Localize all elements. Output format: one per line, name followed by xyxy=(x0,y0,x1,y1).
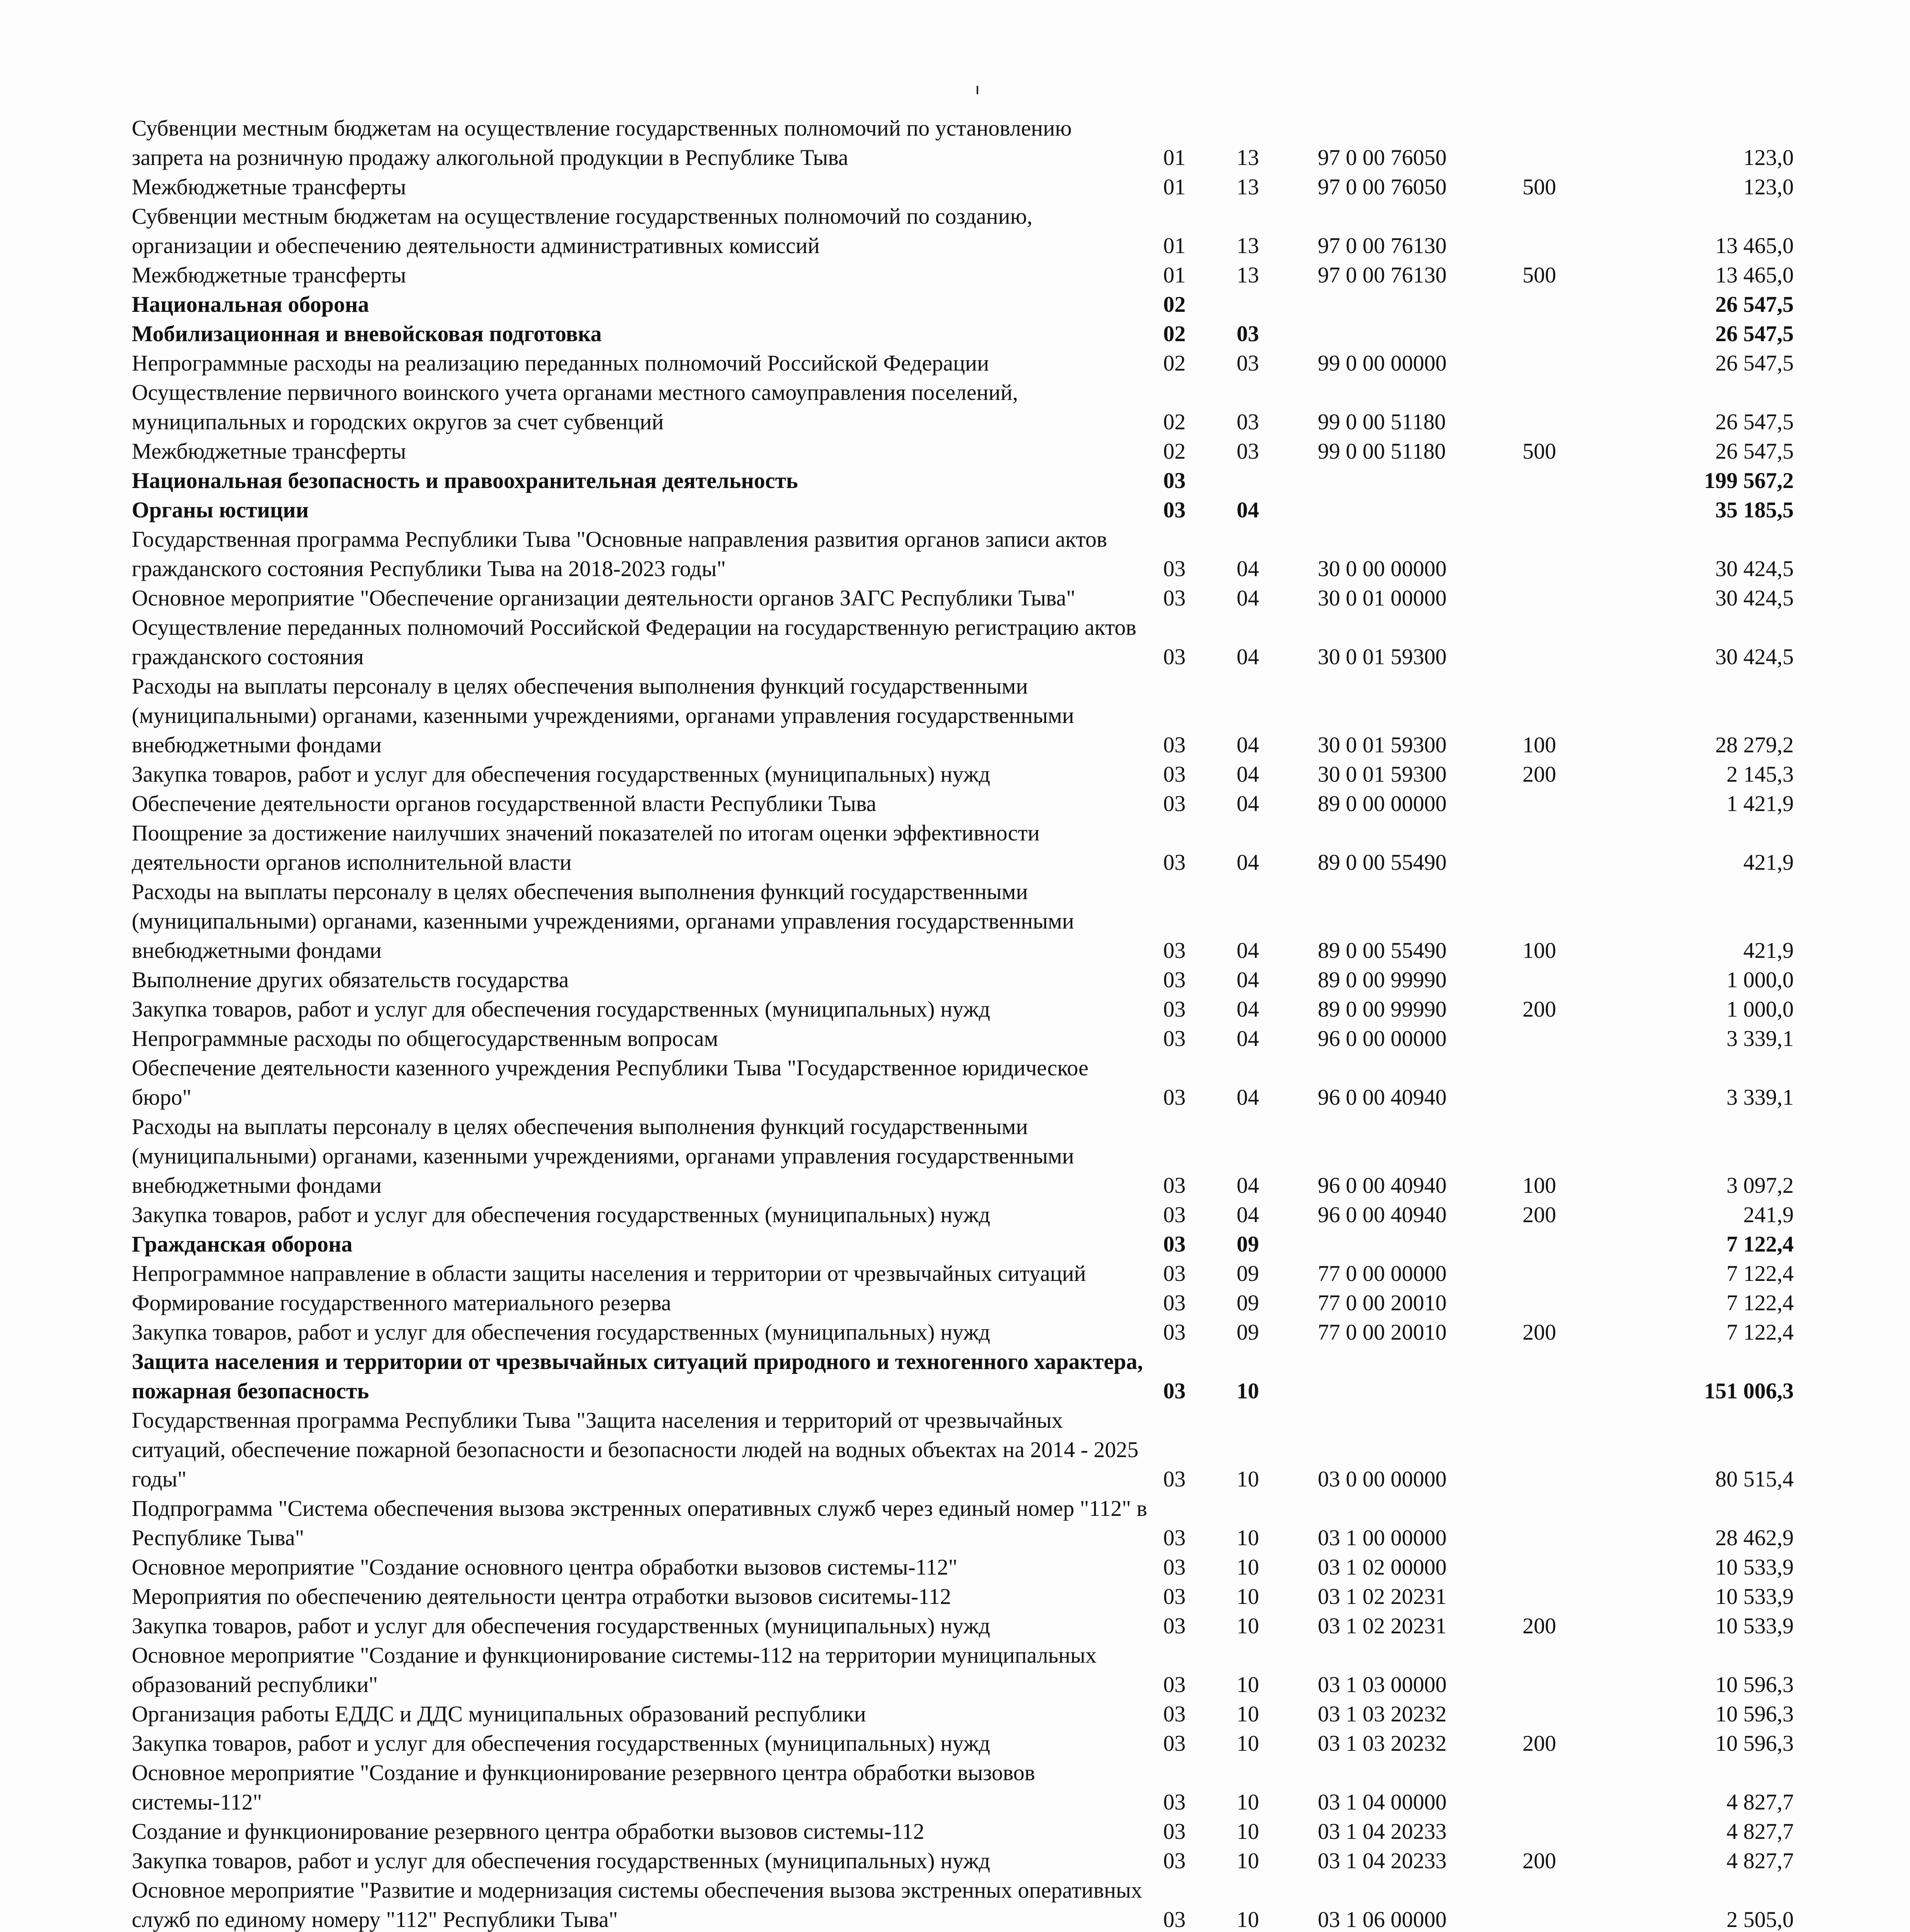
row-name: Основное мероприятие "Создание и функционирование резервного центра обработки вызовов системы-112" xyxy=(132,1760,1035,1815)
row-section-code: 01 xyxy=(1163,174,1186,199)
row-amount: 13 465,0 xyxy=(1715,262,1794,287)
row-target-article-code: 30 0 01 00000 xyxy=(1318,585,1447,611)
row-amount: 4 827,7 xyxy=(1726,1819,1794,1844)
row-name: Непрограммные расходы на реализацию переданных полномочий Российской Федерации xyxy=(132,350,989,376)
table-row xyxy=(132,1318,1794,1347)
row-amount: 30 424,5 xyxy=(1715,556,1794,581)
row-target-article-code: 96 0 00 40940 xyxy=(1318,1085,1447,1110)
row-section-code: 03 xyxy=(1163,1701,1186,1726)
row-subsection-code: 04 xyxy=(1237,938,1259,963)
table-row xyxy=(132,760,1794,789)
row-name: Осуществление переданных полномочий Российской Федерации на государственную регистрацию актов гражданского состояния xyxy=(132,615,1137,669)
row-target-article-code: 03 1 03 00000 xyxy=(1318,1672,1447,1697)
row-name: Закупка товаров, работ и услуг для обеспечения государственных (муниципальных) нужд xyxy=(132,997,991,1022)
row-expense-type-code xyxy=(1511,613,1638,672)
row-amount: 421,9 xyxy=(1743,938,1794,963)
row-target-article-code: 89 0 00 55490 xyxy=(1318,850,1447,875)
row-amount: 199 567,2 xyxy=(1704,468,1794,493)
table-row xyxy=(132,466,1794,495)
row-target-article-code xyxy=(1318,1347,1511,1406)
row-subsection-code: 04 xyxy=(1237,1173,1259,1198)
row-section-code: 03 xyxy=(1163,1202,1186,1227)
row-subsection-code: 10 xyxy=(1237,1701,1259,1726)
row-subsection-code: 04 xyxy=(1237,850,1259,875)
row-expense-type-code: 100 xyxy=(1523,1173,1556,1198)
row-name: Обеспечение деятельности органов государственной власти Республики Тыва xyxy=(132,791,877,816)
row-subsection-code: 04 xyxy=(1237,1026,1259,1051)
row-subsection-code xyxy=(1233,290,1318,319)
row-name: Субвенции местным бюджетам на осуществление государственных полномочий по установлению запрета на розничную продажу алкогольной продукции в Республике Тыва xyxy=(132,116,1072,170)
row-target-article-code: 96 0 00 00000 xyxy=(1318,1026,1447,1051)
row-section-code: 03 xyxy=(1163,791,1186,816)
table-row xyxy=(132,1053,1794,1112)
row-section-code: 03 xyxy=(1163,1672,1186,1697)
table-row xyxy=(132,1729,1794,1758)
row-expense-type-code: 500 xyxy=(1523,439,1556,464)
row-section-code: 03 xyxy=(1163,1320,1186,1345)
row-section-code: 03 xyxy=(1163,585,1186,611)
row-name: Расходы на выплаты персоналу в целях обеспечения выполнения функций государственными (муниципальными) органами, казенными учреждениями, органами управления государственными внебюджетными фондами xyxy=(132,1114,1074,1198)
row-amount: 13 465,0 xyxy=(1715,233,1794,258)
row-subsection-code: 13 xyxy=(1237,262,1259,287)
row-section-code: 03 xyxy=(1163,1819,1186,1844)
row-expense-type-code xyxy=(1511,466,1638,495)
row-subsection-code: 04 xyxy=(1237,585,1259,611)
row-expense-type-code xyxy=(1511,1259,1638,1288)
row-target-article-code: 03 1 02 00000 xyxy=(1318,1554,1447,1580)
row-section-code: 01 xyxy=(1163,233,1186,258)
table-row xyxy=(132,1582,1794,1611)
row-amount: 2 145,3 xyxy=(1726,762,1794,787)
row-section-code: 02 xyxy=(1163,321,1186,346)
row-subsection-code: 04 xyxy=(1237,497,1259,522)
row-subsection-code: 10 xyxy=(1237,1584,1259,1609)
row-name: Осуществление первичного воинского учета органами местного самоуправления поселений, муниципальных и городских округов за счет субвенций xyxy=(132,380,1018,434)
row-target-article-code xyxy=(1318,290,1511,319)
table-row xyxy=(132,260,1794,290)
row-expense-type-code xyxy=(1511,818,1638,877)
row-name: Защита населения и территории от чрезвычайных ситуаций природного и техногенного характера, пожарная безопасность xyxy=(132,1349,1143,1403)
row-target-article-code: 30 0 01 59300 xyxy=(1318,762,1447,787)
table-row xyxy=(132,172,1794,202)
row-name: Основное мероприятие "Обеспечение организации деятельности органов ЗАГС Республики Тыва" xyxy=(132,585,1076,611)
table-row xyxy=(132,1494,1794,1553)
row-name: Создание и функционирование резервного центра обработки вызовов системы-112 xyxy=(132,1819,924,1844)
row-target-article-code: 77 0 00 20010 xyxy=(1318,1320,1447,1345)
row-section-code: 03 xyxy=(1163,1554,1186,1580)
row-amount: 26 547,5 xyxy=(1715,350,1794,376)
row-section-code: 03 xyxy=(1163,1085,1186,1110)
row-target-article-code: 99 0 00 00000 xyxy=(1318,350,1447,376)
row-amount: 26 547,5 xyxy=(1715,409,1794,434)
row-name: Закупка товаров, работ и услуг для обеспечения государственных (муниципальных) нужд xyxy=(132,1320,991,1345)
row-amount: 7 122,4 xyxy=(1726,1261,1794,1286)
row-amount: 26 547,5 xyxy=(1715,292,1794,317)
row-name: Формирование государственного материального резерва xyxy=(132,1290,671,1315)
row-section-code: 03 xyxy=(1163,1525,1186,1550)
budget-table-body xyxy=(132,114,1794,1932)
row-subsection-code: 10 xyxy=(1237,1525,1259,1550)
row-subsection-code: 04 xyxy=(1237,762,1259,787)
row-subsection-code: 03 xyxy=(1237,321,1259,346)
row-target-article-code: 89 0 00 55490 xyxy=(1318,938,1447,963)
row-target-article-code: 03 1 02 20231 xyxy=(1318,1584,1447,1609)
row-subsection-code: 09 xyxy=(1237,1320,1259,1345)
row-amount: 421,9 xyxy=(1743,850,1794,875)
row-name: Закупка товаров, работ и услуг для обеспечения государственных (муниципальных) нужд xyxy=(132,1202,991,1227)
row-amount: 10 596,3 xyxy=(1715,1731,1794,1756)
row-section-code: 03 xyxy=(1163,967,1186,992)
row-amount: 4 827,7 xyxy=(1726,1789,1794,1815)
row-expense-type-code: 100 xyxy=(1523,732,1556,757)
row-subsection-code: 13 xyxy=(1237,145,1259,170)
row-expense-type-code: 200 xyxy=(1523,762,1556,787)
table-row xyxy=(132,1611,1794,1641)
row-section-code: 02 xyxy=(1163,292,1186,317)
row-name: Выполнение других обязательств государства xyxy=(132,967,569,992)
row-subsection-code: 10 xyxy=(1237,1819,1259,1844)
row-target-article-code: 30 0 01 59300 xyxy=(1318,732,1447,757)
row-amount: 10 533,9 xyxy=(1715,1554,1794,1580)
row-subsection-code: 09 xyxy=(1237,1290,1259,1315)
row-name: Мероприятия по обеспечению деятельности центра отработки вызовов сиситемы-112 xyxy=(132,1584,952,1609)
row-name: Государственная программа Республики Тыва "Защита населения и территорий от чрезвычайных ситуаций, обеспечение пожарной безопасности и безопасности людей на водных объектах на 2014 - 2025 годы" xyxy=(132,1408,1139,1492)
row-subsection-code: 09 xyxy=(1237,1231,1259,1257)
row-subsection-code: 03 xyxy=(1237,350,1259,376)
table-row xyxy=(132,1230,1794,1259)
row-name: Национальная безопасность и правоохранительная деятельность xyxy=(132,468,798,493)
row-expense-type-code xyxy=(1511,1230,1638,1259)
row-expense-type-code xyxy=(1511,495,1638,525)
table-row xyxy=(132,1553,1794,1582)
row-name: Непрограммные расходы по общегосударственным вопросам xyxy=(132,1026,718,1051)
row-expense-type-code xyxy=(1511,583,1638,613)
table-row xyxy=(132,495,1794,525)
row-expense-type-code: 200 xyxy=(1523,1613,1556,1638)
row-name: Межбюджетные трансферты xyxy=(132,262,406,287)
row-expense-type-code xyxy=(1511,1347,1638,1406)
row-section-code: 01 xyxy=(1163,262,1186,287)
row-name: Межбюджетные трансферты xyxy=(132,174,406,199)
row-subsection-code: 04 xyxy=(1237,997,1259,1022)
row-section-code: 03 xyxy=(1163,1731,1186,1756)
table-row xyxy=(132,1259,1794,1288)
row-amount: 123,0 xyxy=(1743,145,1794,170)
row-subsection-code: 10 xyxy=(1237,1466,1259,1492)
row-name: Основное мероприятие "Создание основного центра обработки вызовов системы-112" xyxy=(132,1554,958,1580)
row-name: Закупка товаров, работ и услуг для обеспечения государственных (муниципальных) нужд xyxy=(132,1731,991,1756)
row-target-article-code xyxy=(1318,495,1511,525)
row-target-article-code: 89 0 00 99990 xyxy=(1318,997,1447,1022)
row-target-article-code: 89 0 00 99990 xyxy=(1318,967,1447,992)
budget-table xyxy=(132,114,1794,1932)
table-row xyxy=(132,1876,1794,1932)
row-name: Основное мероприятие "Создание и функционирование системы-112 на территории муниципальных образований республики" xyxy=(132,1643,1097,1697)
row-subsection-code: 03 xyxy=(1237,439,1259,464)
row-amount: 7 122,4 xyxy=(1726,1290,1794,1315)
row-name: Гражданская оборона xyxy=(132,1231,353,1257)
table-row xyxy=(132,525,1794,583)
row-subsection-code: 13 xyxy=(1237,174,1259,199)
row-subsection-code: 10 xyxy=(1237,1731,1259,1756)
row-subsection-code: 10 xyxy=(1237,1378,1259,1403)
row-name: Обеспечение деятельности казенного учреждения Республики Тыва "Государственное юридическое бюро" xyxy=(132,1055,1089,1110)
row-expense-type-code xyxy=(1511,1288,1638,1318)
table-row xyxy=(132,290,1794,319)
table-row xyxy=(132,349,1794,378)
row-target-article-code: 30 0 01 59300 xyxy=(1318,644,1447,669)
row-expense-type-code xyxy=(1511,1876,1638,1932)
row-section-code: 03 xyxy=(1163,850,1186,875)
table-row xyxy=(132,672,1794,760)
row-target-article-code: 03 1 06 00000 xyxy=(1318,1907,1447,1932)
row-expense-type-code: 200 xyxy=(1523,997,1556,1022)
row-name: Расходы на выплаты персоналу в целях обеспечения выполнения функций государственными (муниципальными) органами, казенными учреждениями, органами управления государственными внебюджетными фондами xyxy=(132,879,1074,963)
row-section-code: 03 xyxy=(1163,556,1186,581)
row-name: Основное мероприятие "Развитие и модернизация системы обеспечения вызова экстренных оперативных служб по единому номеру "112" Республики Тыва" xyxy=(132,1878,1142,1932)
row-amount: 7 122,4 xyxy=(1726,1320,1794,1345)
row-amount: 80 515,4 xyxy=(1715,1466,1794,1492)
row-expense-type-code xyxy=(1511,1406,1638,1494)
row-target-article-code xyxy=(1318,319,1511,349)
row-expense-type-code xyxy=(1511,1024,1638,1053)
row-section-code: 03 xyxy=(1163,1789,1186,1815)
row-section-code: 03 xyxy=(1163,1848,1186,1873)
row-expense-type-code xyxy=(1511,1699,1638,1729)
row-expense-type-code xyxy=(1511,1553,1638,1582)
row-section-code: 03 xyxy=(1163,1584,1186,1609)
row-section-code: 03 xyxy=(1163,1907,1186,1932)
table-row xyxy=(132,437,1794,466)
row-target-article-code: 77 0 00 00000 xyxy=(1318,1261,1447,1286)
row-section-code: 03 xyxy=(1163,468,1186,493)
row-subsection-code: 04 xyxy=(1237,1202,1259,1227)
row-subsection-code: 04 xyxy=(1237,791,1259,816)
row-section-code: 03 xyxy=(1163,1231,1186,1257)
row-amount: 241,9 xyxy=(1743,1202,1794,1227)
row-expense-type-code: 200 xyxy=(1523,1848,1556,1873)
row-amount: 1 000,0 xyxy=(1726,967,1794,992)
row-amount: 123,0 xyxy=(1743,174,1794,199)
row-expense-type-code: 500 xyxy=(1523,262,1556,287)
row-target-article-code: 97 0 00 76050 xyxy=(1318,174,1447,199)
row-section-code: 03 xyxy=(1163,1290,1186,1315)
row-amount: 1 000,0 xyxy=(1726,997,1794,1022)
row-name: Организация работы ЕДДС и ДДС муниципальных образований республики xyxy=(132,1701,866,1726)
row-expense-type-code xyxy=(1511,290,1638,319)
row-target-article-code: 99 0 00 51180 xyxy=(1318,439,1446,464)
row-target-article-code: 97 0 00 76130 xyxy=(1318,262,1447,287)
row-section-code: 02 xyxy=(1163,439,1186,464)
row-section-code: 03 xyxy=(1163,1173,1186,1198)
table-row xyxy=(132,613,1794,672)
row-name: Поощрение за достижение наилучших значений показателей по итогам оценки эффективности деятельности органов исполнительной власти xyxy=(132,820,1040,875)
table-row xyxy=(132,1024,1794,1053)
table-row xyxy=(132,818,1794,877)
row-section-code: 01 xyxy=(1163,145,1186,170)
row-subsection-code: 10 xyxy=(1237,1554,1259,1580)
row-expense-type-code xyxy=(1511,1641,1638,1699)
row-target-article-code: 30 0 00 00000 xyxy=(1318,556,1447,581)
row-expense-type-code: 100 xyxy=(1523,938,1556,963)
row-amount: 1 421,9 xyxy=(1726,791,1794,816)
table-row xyxy=(132,1406,1794,1494)
row-expense-type-code: 200 xyxy=(1523,1731,1556,1756)
row-name: Расходы на выплаты персоналу в целях обеспечения выполнения функций государственными (муниципальными) органами, казенными учреждениями, органами управления государственными внебюджетными фондами xyxy=(132,673,1074,757)
row-section-code: 03 xyxy=(1163,497,1186,522)
row-section-code: 03 xyxy=(1163,1613,1186,1638)
row-name: Закупка товаров, работ и услуг для обеспечения государственных (муниципальных) нужд xyxy=(132,1613,991,1638)
row-expense-type-code: 200 xyxy=(1523,1320,1556,1345)
row-expense-type-code xyxy=(1511,114,1638,172)
row-expense-type-code xyxy=(1511,202,1638,260)
table-row xyxy=(132,789,1794,818)
table-row xyxy=(132,1699,1794,1729)
row-target-article-code: 97 0 00 76050 xyxy=(1318,145,1447,170)
row-name: Мобилизационная и вневойсковая подготовка xyxy=(132,321,602,346)
row-amount: 2 505,0 xyxy=(1726,1907,1794,1932)
row-expense-type-code xyxy=(1511,1582,1638,1611)
row-expense-type-code xyxy=(1511,1494,1638,1553)
row-amount: 10 596,3 xyxy=(1715,1701,1794,1726)
row-target-article-code: 03 0 00 00000 xyxy=(1318,1466,1447,1492)
row-name: Закупка товаров, работ и услуг для обеспечения государственных (муниципальных) нужд xyxy=(132,762,991,787)
row-amount: 28 462,9 xyxy=(1715,1525,1794,1550)
row-expense-type-code xyxy=(1511,965,1638,995)
table-row xyxy=(132,1288,1794,1318)
table-row xyxy=(132,877,1794,965)
row-amount: 35 185,5 xyxy=(1715,497,1794,522)
table-row xyxy=(132,1347,1794,1406)
row-subsection-code: 10 xyxy=(1237,1613,1259,1638)
table-row xyxy=(132,1817,1794,1846)
row-target-article-code: 89 0 00 00000 xyxy=(1318,791,1447,816)
table-row xyxy=(132,965,1794,995)
row-subsection-code: 13 xyxy=(1237,233,1259,258)
row-section-code: 02 xyxy=(1163,350,1186,376)
row-section-code: 03 xyxy=(1163,1026,1186,1051)
row-name: Государственная программа Республики Тыва "Основные направления развития органов записи актов гражданского состояния Республики Тыва на 2018-2023 годы" xyxy=(132,527,1107,581)
row-subsection-code: 10 xyxy=(1237,1672,1259,1697)
row-subsection-code: 10 xyxy=(1237,1907,1259,1932)
table-row xyxy=(132,1641,1794,1699)
row-amount: 3 097,2 xyxy=(1726,1173,1794,1198)
row-target-article-code: 96 0 00 40940 xyxy=(1318,1173,1447,1198)
row-name: Закупка товаров, работ и услуг для обеспечения государственных (муниципальных) нужд xyxy=(132,1848,991,1873)
table-row xyxy=(132,319,1794,349)
row-target-article-code: 03 1 04 00000 xyxy=(1318,1789,1447,1815)
row-expense-type-code xyxy=(1511,1817,1638,1846)
table-row xyxy=(132,202,1794,260)
row-section-code: 03 xyxy=(1163,644,1186,669)
row-target-article-code: 96 0 00 40940 xyxy=(1318,1202,1447,1227)
row-target-article-code: 03 1 02 20231 xyxy=(1318,1613,1447,1638)
row-target-article-code: 03 1 04 20233 xyxy=(1318,1819,1447,1844)
row-amount: 3 339,1 xyxy=(1726,1085,1794,1110)
row-target-article-code: 03 1 04 20233 xyxy=(1318,1848,1447,1873)
row-section-code: 03 xyxy=(1163,732,1186,757)
row-subsection-code: 04 xyxy=(1237,732,1259,757)
row-subsection-code: 04 xyxy=(1237,644,1259,669)
row-amount: 151 006,3 xyxy=(1704,1378,1794,1403)
row-section-code: 02 xyxy=(1163,409,1186,434)
row-target-article-code: 99 0 00 51180 xyxy=(1318,409,1446,434)
row-name: Подпрограмма "Система обеспечения вызова экстренных оперативных служб через единый номер "112" в Республике Тыва" xyxy=(132,1496,1147,1550)
row-subsection-code xyxy=(1233,466,1318,495)
row-section-code: 03 xyxy=(1163,1466,1186,1492)
row-name: Органы юстиции xyxy=(132,497,309,522)
row-subsection-code: 04 xyxy=(1237,1085,1259,1110)
table-row xyxy=(132,995,1794,1024)
row-subsection-code: 09 xyxy=(1237,1261,1259,1286)
row-target-article-code xyxy=(1318,1230,1511,1259)
row-section-code: 03 xyxy=(1163,938,1186,963)
row-target-article-code: 77 0 00 20010 xyxy=(1318,1290,1447,1315)
row-subsection-code: 04 xyxy=(1237,556,1259,581)
row-amount: 30 424,5 xyxy=(1715,585,1794,611)
row-target-article-code: 03 1 00 00000 xyxy=(1318,1525,1447,1550)
row-section-code: 03 xyxy=(1163,997,1186,1022)
row-amount: 10 533,9 xyxy=(1715,1584,1794,1609)
row-target-article-code: 03 1 03 20232 xyxy=(1318,1701,1447,1726)
scan-mark xyxy=(977,86,978,94)
row-amount: 26 547,5 xyxy=(1715,321,1794,346)
row-subsection-code: 03 xyxy=(1237,409,1259,434)
table-row xyxy=(132,1112,1794,1200)
row-name: Субвенции местным бюджетам на осуществление государственных полномочий по созданию, организации и обеспечению деятельности административных комиссий xyxy=(132,204,1033,258)
row-expense-type-code: 200 xyxy=(1523,1202,1556,1227)
row-expense-type-code: 500 xyxy=(1523,174,1556,199)
row-amount: 3 339,1 xyxy=(1726,1026,1794,1051)
table-row xyxy=(132,583,1794,613)
row-target-article-code xyxy=(1318,466,1511,495)
row-amount: 10 596,3 xyxy=(1715,1672,1794,1697)
row-target-article-code: 03 1 03 20232 xyxy=(1318,1731,1447,1756)
row-subsection-code: 10 xyxy=(1237,1848,1259,1873)
row-amount: 26 547,5 xyxy=(1715,439,1794,464)
row-amount: 28 279,2 xyxy=(1715,732,1794,757)
table-row xyxy=(132,114,1794,172)
row-subsection-code: 10 xyxy=(1237,1789,1259,1815)
row-name: Межбюджетные трансферты xyxy=(132,439,406,464)
row-section-code: 03 xyxy=(1163,1261,1186,1286)
row-section-code: 03 xyxy=(1163,1378,1186,1403)
table-row xyxy=(132,1200,1794,1230)
row-subsection-code: 04 xyxy=(1237,967,1259,992)
row-expense-type-code xyxy=(1511,1758,1638,1817)
row-name: Непрограммное направление в области защиты населения и территории от чрезвычайных ситуаций xyxy=(132,1261,1086,1286)
row-amount: 30 424,5 xyxy=(1715,644,1794,669)
row-amount: 7 122,4 xyxy=(1726,1231,1794,1257)
row-expense-type-code xyxy=(1511,1053,1638,1112)
row-expense-type-code xyxy=(1511,349,1638,378)
row-amount: 10 533,9 xyxy=(1715,1613,1794,1638)
row-expense-type-code xyxy=(1511,525,1638,583)
row-name: Национальная оборона xyxy=(132,292,369,317)
table-row xyxy=(132,1758,1794,1817)
table-row xyxy=(132,1846,1794,1876)
row-target-article-code: 97 0 00 76130 xyxy=(1318,233,1447,258)
row-amount: 4 827,7 xyxy=(1726,1848,1794,1873)
row-expense-type-code xyxy=(1511,789,1638,818)
row-section-code: 03 xyxy=(1163,762,1186,787)
table-row xyxy=(132,378,1794,437)
row-expense-type-code xyxy=(1511,319,1638,349)
row-expense-type-code xyxy=(1511,378,1638,437)
